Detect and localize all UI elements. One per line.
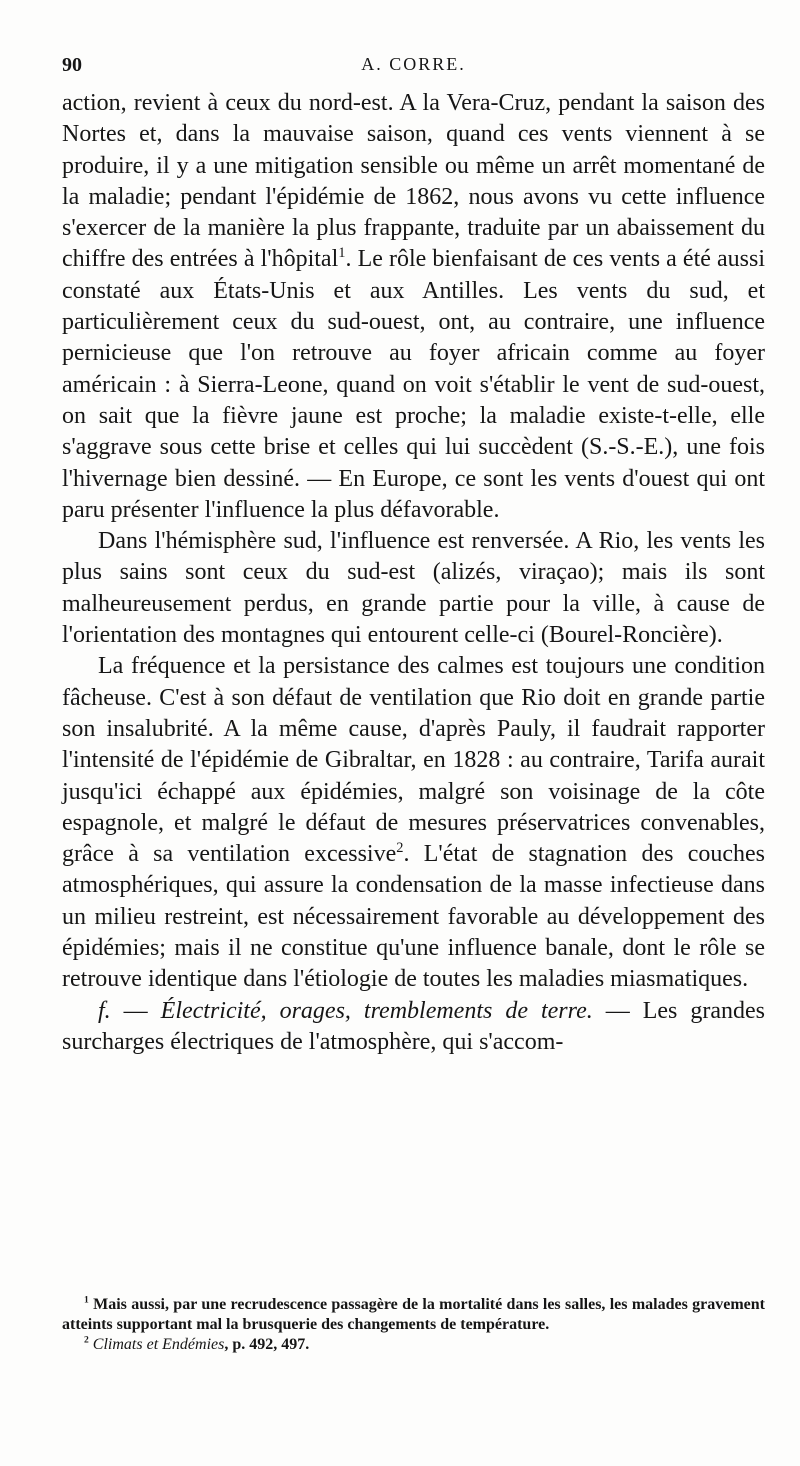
footnote-1: [62, 1295, 765, 1335]
page-number: 90: [62, 54, 82, 76]
footnotes: [62, 1295, 765, 1355]
footnote-source-title: Climats et Endémies: [92, 1336, 225, 1353]
paragraph-text: La fréquence et la persistance des calmes est toujours une condition fâcheuse. C'est à son défaut de ventilation que Rio doit en grande partie son insalubrité. A la même cause, d'après Pauly, il faudrait rapporter l'intensité de l'épidémie de Gibraltar, en 1828 : au contraire, Tarifa aurait jusqu'ici échappé aux épidémies, malgré son voisinage de la côte espagnole, et malgré le défaut de mesures préservatrices convenables, grâce à sa ventilation excessive: [62, 653, 765, 868]
main-text: [62, 88, 765, 1058]
footnote-marker-1: 1: [84, 1294, 89, 1306]
footnote-pages: , p. 492, 497.: [224, 1336, 310, 1353]
section-title: Électricité, orages, tremblements de terre.: [160, 997, 593, 1024]
section-dash: —: [110, 997, 161, 1024]
paragraph-southern-hemisphere: Dans l'hémisphère sud, l'influence est renversée. A Rio, les vents les plus sains sont ceux du sud-est (alizés, viraçao); mais ils sont malheureusement perdus, en grande partie pour la ville, à cause de l'orientation des montagnes qui entourent celle-ci (Bourel-Roncière).: [62, 528, 765, 649]
footnote-2: [62, 1335, 765, 1355]
paragraph-text: — Les grandes surcharges électriques de l'atmosphère, qui s'accom-: [62, 997, 765, 1055]
section-marker: f.: [98, 997, 111, 1024]
page-header: [62, 54, 765, 80]
paragraph-electricity: [62, 996, 765, 1059]
paragraph-text: . L'état de stagnation des couches atmosphériques, qui assure la condensation de la masse infectieuse dans un milieu restreint, est nécessairement favorable au développement des épidémies; mais il ne constitue qu'une influence banale, dont le rôle se retrouve identique dans l'étiologie de toutes les maladies miasmatiques.: [62, 841, 766, 993]
footnote-text: Mais aussi, par une recrudescence passagère de la mortalité dans les salles, les malades gravement atteints supportant mal la brusquerie des changements de température.: [62, 1296, 765, 1333]
paragraph-text: . Le rôle bienfaisant de ces vents a été aussi constaté aux États-Unis et aux Antilles. Les vents du sud, et particulièrement ceux du sud-ouest, ont, au contraire, une influence pernicieuse que l'on retrouve au foyer africain comme au foyer américain : à Sierra-Leone, quand on voit s'établir le vent de sud-ouest, on sait que la fièvre jaune est proche; la maladie existe-t-elle, elle s'aggrave sous cette brise et celles qui lui succèdent (S.-S.-E.), une fois l'hivernage bien dessiné. — En Europe, ce sont les vents d'ouest qui ont paru présenter l'influence la plus défavorable.: [62, 246, 766, 523]
footnote-ref-2: 2: [396, 840, 404, 857]
footnote-marker-2: 2: [84, 1334, 89, 1346]
footnote-ref-1: 1: [338, 245, 346, 262]
paragraph-calms: [62, 651, 765, 995]
running-head: A. CORRE.: [361, 54, 466, 74]
paragraph-text: action, revient à ceux du nord-est. A la Vera-Cruz, pendant la saison des Nortes et, dans la mauvaise saison, quand ces vents viennent à se produire, il y a une mitigation sensible ou même un arrêt momentané de la maladie; pendant l'épidémie de 1862, nous avons vu cette influence s'exercer de la manière la plus frappante, traduite par un abaissement du chiffre des entrées à l'hôpital: [62, 90, 765, 273]
paragraph-winds-north-east: [62, 88, 765, 526]
